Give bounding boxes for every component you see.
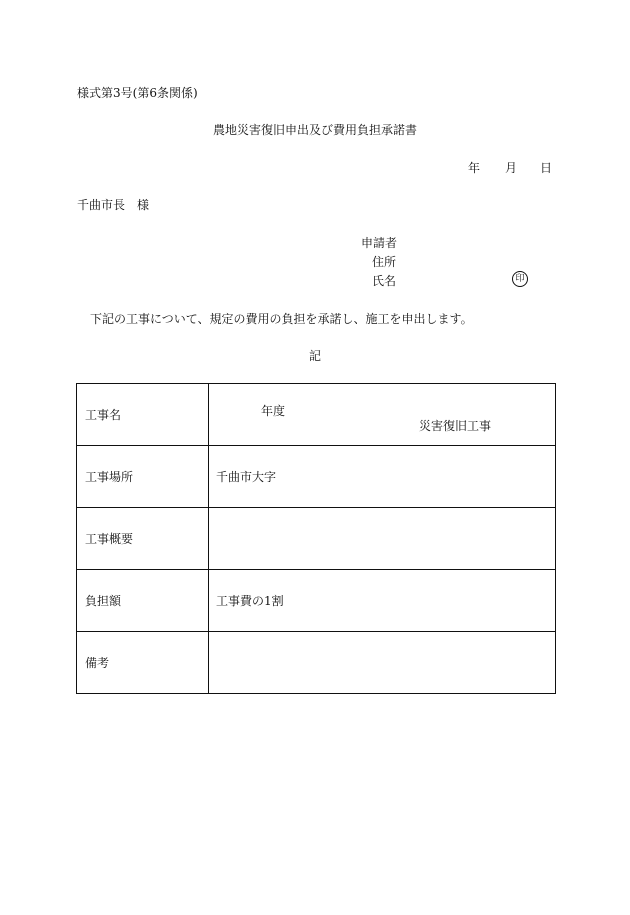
applicant-label: 申請者 <box>361 236 398 250</box>
ki-heading: 記 <box>308 349 321 363</box>
table-row-location <box>77 446 556 508</box>
row-label: 工事名 <box>77 384 209 446</box>
row-label: 負担額 <box>77 570 209 632</box>
overview-value <box>209 508 556 570</box>
table-row-project-name <box>77 384 556 446</box>
date-month-label: 月 <box>505 161 518 175</box>
document-title: 農地災害復旧申出及び費用負担承諾書 <box>212 123 417 137</box>
table-row-burden <box>77 570 556 632</box>
form-number: 様式第3号(第6条関係) <box>77 86 198 100</box>
date-day-label: 日 <box>540 161 553 175</box>
table-row-overview <box>77 508 556 570</box>
disaster-work-label: 災害復旧工事 <box>419 419 492 433</box>
row-label: 工事場所 <box>77 446 209 508</box>
statement-text: 下記の工事について、規定の費用の負担を承諾し、施工を申出します。 <box>90 312 473 326</box>
project-name-cell <box>209 384 556 446</box>
seal-mark: 印 <box>512 271 528 287</box>
fiscal-year-label: 年度 <box>261 404 286 418</box>
detail-table <box>76 383 556 694</box>
location-value: 千曲市大字 <box>209 446 556 508</box>
address-label: 住所 <box>372 255 397 269</box>
burden-value: 工事費の1割 <box>209 570 556 632</box>
row-label: 工事概要 <box>77 508 209 570</box>
row-label: 備考 <box>77 632 209 694</box>
name-label: 氏名 <box>372 274 397 288</box>
remarks-value <box>209 632 556 694</box>
addressee: 千曲市長 様 <box>77 198 150 212</box>
table-row-remarks <box>77 632 556 694</box>
date-year-label: 年 <box>468 161 481 175</box>
